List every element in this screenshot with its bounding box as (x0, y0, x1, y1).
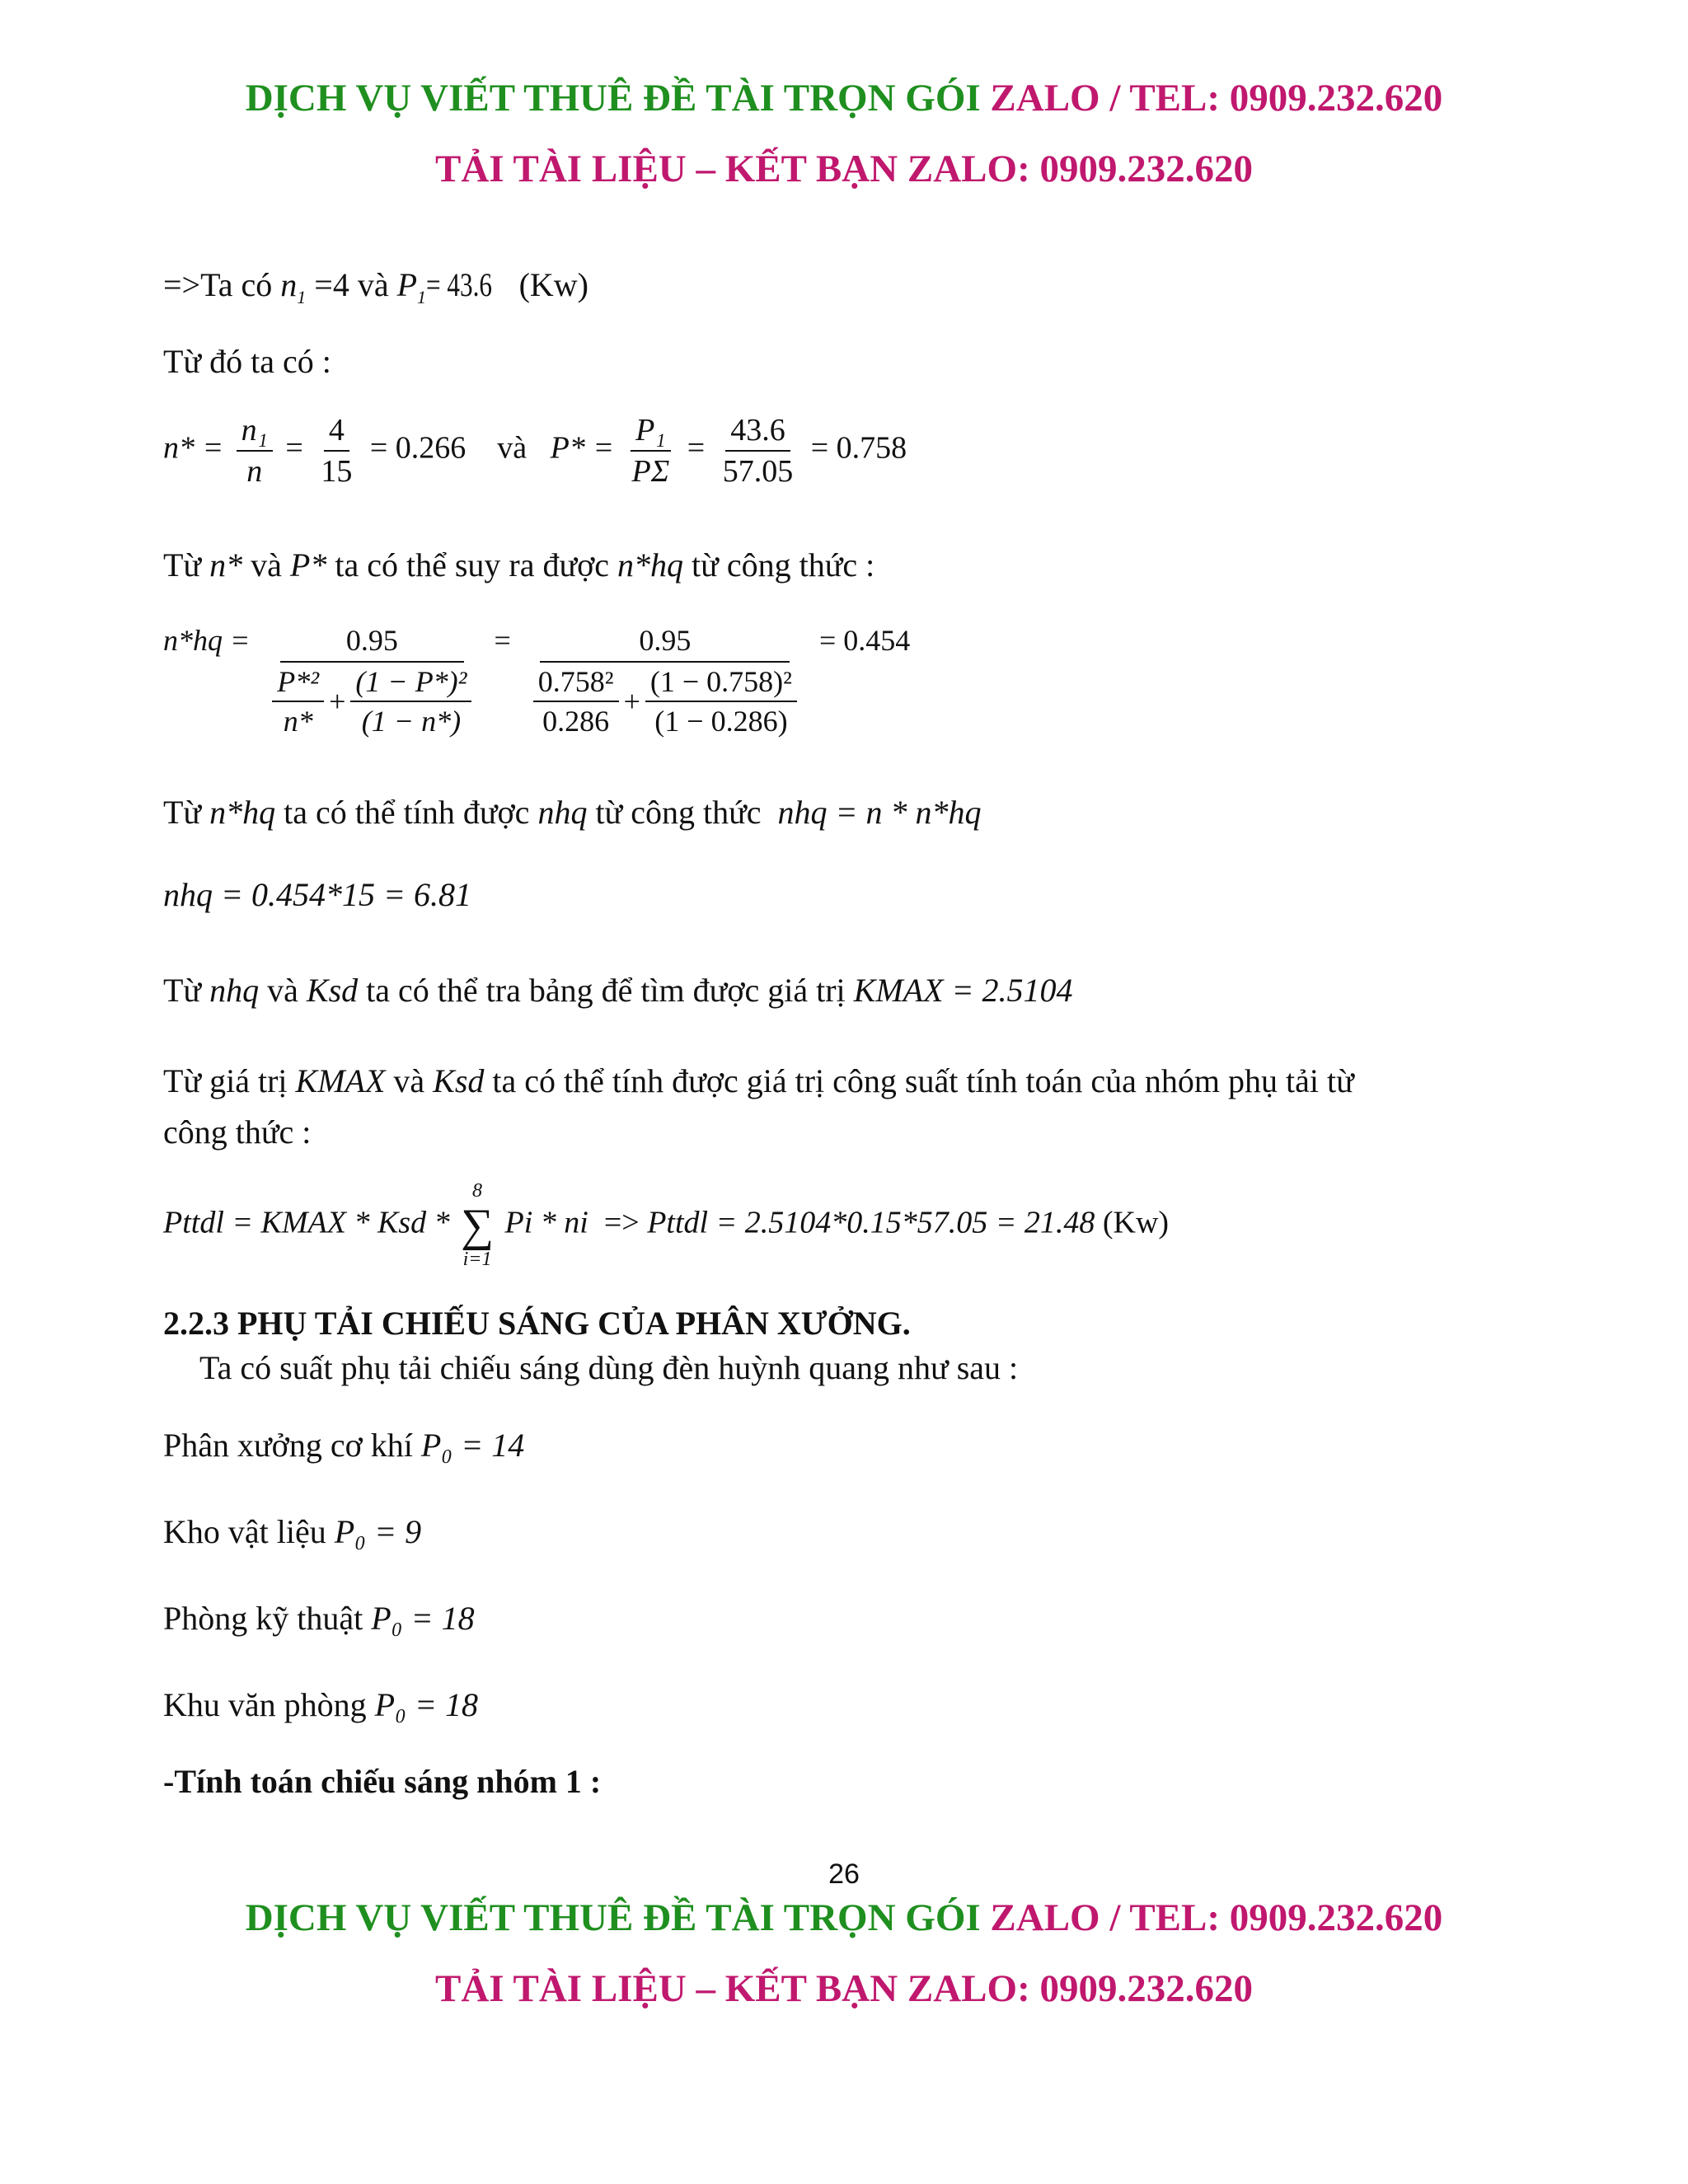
formula-n-star-p-star: n* = $\frac{\text{n₁}}{n}$ = $\frac{4}{15}$ = 0.266 và P* = $\frac{\text{P₁}}{P\Sigma}$ = $\frac{43.6}{57.05}$ = 0.758 (163, 413, 907, 489)
formula-n-hq-star: n*hq = 0.95 $\frac{\text{P*²}}{n*}$ + $\frac{\text{(1 − P*)²}}{(1 - n*)}$ = 0.95 $\frac{\text{0.758²}}{0.286}$ + $\frac{\text{(1 − 0.758)²}}{(1 - 0.286)}$ = 0.454 (163, 624, 911, 738)
body-line-5: nhq = 0.454*15 = 6.81 (163, 876, 471, 913)
lighting-workshop: Phân xưởng cơ khí P₀ = 14 (163, 1427, 525, 1464)
page-number: 26 (828, 1858, 860, 1890)
header-service-text: DỊCH VỤ VIẾT THUÊ ĐỀ TÀI TRỌN GÓI (245, 77, 991, 120)
header-line-2: TẢI TÀI LIỆU – KẾT BẠN ZALO: 0909.232.620 (435, 148, 1253, 190)
math-p1: $P_1$ (396, 266, 427, 307)
fraction-p1-psigma: $\frac{\text{P₁}}{P\Sigma}$ (631, 413, 670, 489)
header-line-1 (0, 76, 1688, 120)
section-heading-group-1: -Tính toán chiếu sáng nhóm 1 : (163, 1763, 602, 1800)
body-line-9: Ta có suất phụ tải chiếu sáng dùng đèn huỳnh quang như sau : (199, 1349, 1019, 1386)
body-line-1: =>Ta có $n_1 =4$ và $P_1= 43.6$ (Kw) (163, 266, 588, 307)
math-n1: $n_1$ (280, 266, 307, 307)
summation-symbol: 8 ∑ i=1 (461, 1180, 495, 1270)
lighting-office: Khu văn phòng P₀ = 18 (163, 1686, 478, 1723)
fraction-4-15: $\frac{4}{15}$ (321, 413, 353, 489)
body-line-6: Từ nhq và Ksd ta có thể tra bảng để tìm được giá trị KMAX = 2.5104 (163, 972, 1073, 1009)
fraction-n1-n: $\frac{\text{n₁}}{n}$ (237, 412, 273, 490)
fraction-43-6-57-05: $\frac{43.6}{57.05}$ (722, 413, 794, 489)
fraction-nhq-symbolic: 0.95 $\frac{\text{P*²}}{n*}$ + $\frac{\text{(1 − P*)²}}{(1 - n*)}$ (262, 623, 481, 738)
footer-service-text: DỊCH VỤ VIẾT THUÊ ĐỀ TÀI TRỌN GÓI (245, 1896, 991, 1939)
body-line-8: công thức : (163, 1113, 312, 1151)
footer-line-1 (0, 1896, 1688, 1940)
formula-pttdl: Pttdl = KMAX * Ksd * 8 ∑ i=1 Pi * ni => Pttdl = 2.5104*0.15*57.05 = 21.48 (Kw) (163, 1180, 1170, 1270)
body-line-7: Từ giá trị KMAX và Ksd ta có thể tính được giá trị công suất tính toán của nhóm phụ tải từ (163, 1062, 1354, 1099)
footer-contact-text: ZALO / TEL: 0909.232.620 (990, 1896, 1443, 1939)
header-contact-text: ZALO / TEL: 0909.232.620 (990, 77, 1443, 120)
body-line-2: Từ đó ta có : (163, 343, 331, 380)
lighting-warehouse: Kho vật liệu P₀ = 9 (163, 1513, 422, 1550)
fraction-nhq-numeric: 0.95 $\frac{\text{0.758²}}{0.286}$ + $\frac{\text{(1 − 0.758)²}}{(1 - 0.286)}$ (523, 623, 807, 738)
lighting-tech-room: Phòng kỹ thuật P₀ = 18 (163, 1600, 475, 1637)
body-line-3: Từ n* và P* ta có thể suy ra được n*hq từ công thức : (163, 546, 875, 583)
section-heading-2-2-3: 2.2.3 PHỤ TẢI CHIẾU SÁNG CỦA PHÂN XƯỞNG. (163, 1305, 911, 1342)
body-line-4: Từ n*hq ta có thể tính được nhq từ công thức nhq = n * n*hq (163, 794, 982, 831)
footer-line-2: TẢI TÀI LIỆU – KẾT BẠN ZALO: 0909.232.620 (435, 1967, 1253, 2010)
